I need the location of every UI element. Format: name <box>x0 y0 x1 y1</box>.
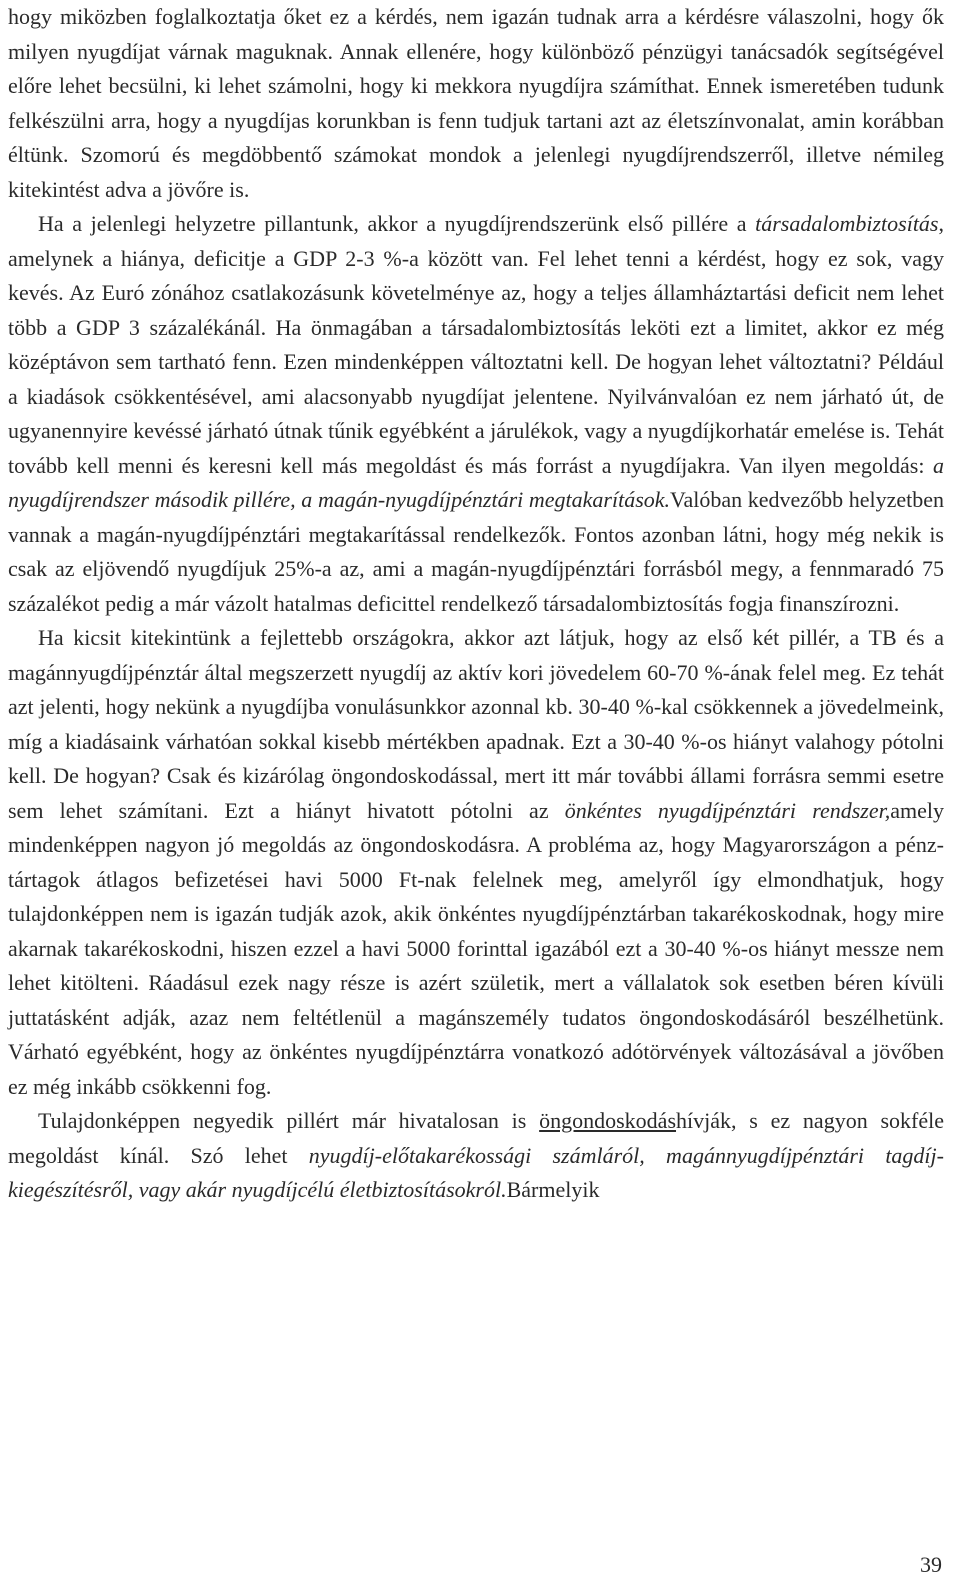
text-run: amely mindenképpen nagyon jó megoldás az öngondoskodásra. A probléma az, hogy Magyarországon a pénztártagok átlagos befizetései havi 5000 Ft-nak felelnek meg, amelyről így elmondhatjuk, hogy tulajdonképpen nem is igazán tudják azok, akik önkéntes nyugdíjpénztárban takarékoskodnak, hogy mire akarnak takarékoskodni, hiszen ezzel a havi 5000 forinttal igazából ezt a 30-40 %-os hiányt messze nem lehet kitölteni. Ráadásul ezek nagy része is azért születik, mert a vállalatok sok esetben béren kívüli juttatásként adják, azaz nem feltétlenül a magánszemély tudatos öngondoskodásáról beszélhetünk. Várható egyébként, hogy az önkéntes nyugdíjpénztárra vonatkozó adótörvények változásával a jövőben ez még inkább csökkenni fog. <box>8 797 944 1099</box>
page-number: 39 <box>920 1552 942 1577</box>
text-run: Valóban kedvezőbb helyzetben vannak a magán-nyugdíjpénztári megtakarítással rendelkezők. Fontos azonban látni, hogy még nekik is csak az eljövendő nyugdíjuk 25%-a az, ami a magán-nyugdíjpénztári forrásból megy, a fennmaradó 75 százalékot pedig a már vázolt hatalmas deficittel rendelkező társadalombiztosítás fogja finanszírozni. <box>8 487 944 616</box>
paragraph-3 <box>8 621 944 1104</box>
italic-run: önkéntes nyugdíjpénztári rendszer, <box>564 797 891 823</box>
text-run: , amelynek a hiánya, deficitje a GDP 2-3 %-a között van. Fel lehet tenni a kérdést, hogy ez sok, vagy kevés. Az Euró zónához csatlakozásunk követelménye az, hogy a teljes államháztartási deficit nem lehet több a GDP 3 százalékánál. Ha önmagában a társadalombiztosítás leköti ezt a limitet, akkor ez még középtávon sem tartható fenn. Ezen mindenképpen változtatni kell. De hogyan lehet változtatni? Például a kiadások csökkentésével, ami alacsonyabb nyugdíjat jelentene. Nyilvánvalóan ez nem járható út, de ugyanennyire kevéssé járható útnak tűnik egyébként a járulékok, vagy a nyugdíjkorhatár emelése is. Tehát tovább kell menni és keresni kell más megoldást és más forrást a nyugdíjakra. Van ilyen megoldás: <box>8 211 944 478</box>
text-run: Ha kicsit kitekintünk a fejlettebb országokra, akkor azt látjuk, hogy az első két pillér, a TB és a magánnyugdíjpénztár által megszerzett nyugdíj az aktív kori jövedelem 60-70 %-ának felel meg. Ez tehát azt jelenti, hogy nekünk a nyugdíjba vonulásunkkor azonnal kb. 30-40 %-kal csökkennek a jövedelmeink, míg a kiadásaink várhatóan sokkal kisebb mértékben apadnak. Ezt a 30-40 %-os hiányt valahogy pótolni kell. De hogyan? Csak és kizárólag öngondoskodással, mert itt már további állami forrásra semmi esetre sem lehet számítani. Ezt a hiányt hivatott pótolni az <box>8 625 944 823</box>
text-run: Ha a jelenlegi helyzetre pillantunk, akkor a nyugdíjrendszerünk első pillére a <box>38 211 756 236</box>
text-run: hívják, s ez nagyon sokféle megoldást kínál. Szó lehet <box>8 1108 945 1168</box>
paragraph-2 <box>8 207 944 621</box>
underlined-run: öngondoskodás <box>539 1108 677 1133</box>
paragraph-4 <box>8 1104 944 1208</box>
text-run: Tulajdonképpen negyedik pillért már hivatalosan is <box>38 1108 540 1133</box>
text-run: hogy miközben foglalkoztatja őket ez a kérdés, nem igazán tudnak arra a kérdésre válaszolni, hogy ők milyen nyugdíjat várnak maguknak. Annak ellenére, hogy különböző pénzügyi tanácsadók segítségével előre lehet becsülni, ki lehet számolni, hogy ki mekkora nyugdíjra számíthat. Ennek ismeretében tudunk felkészülni arra, hogy a nyugdíjas korunkban is fenn tudjuk tartani azt az életszínvonalat, amin korábban éltünk. Szomorú és megdöbbentő számokat mondok a jelenlegi nyugdíjrendszerről, illetve némileg kitekintést adva a jövőre is. <box>8 4 944 202</box>
text-run: Bármelyik <box>506 1177 600 1202</box>
paragraph-1 <box>8 0 944 207</box>
italic-run: a nyugdíjrendszer második pillére, a magán-nyugdíjpénztári megtakarítások. <box>8 452 944 512</box>
italic-run: nyugdíj-előtakarékossági számláról, magánnyugdíjpénztári tagdíj-kiegészítésről, vagy akár nyugdíjcélú életbiztosításokról. <box>8 1142 944 1202</box>
italic-run: társadalombiztosítás <box>755 211 939 236</box>
document-body <box>8 0 944 1208</box>
